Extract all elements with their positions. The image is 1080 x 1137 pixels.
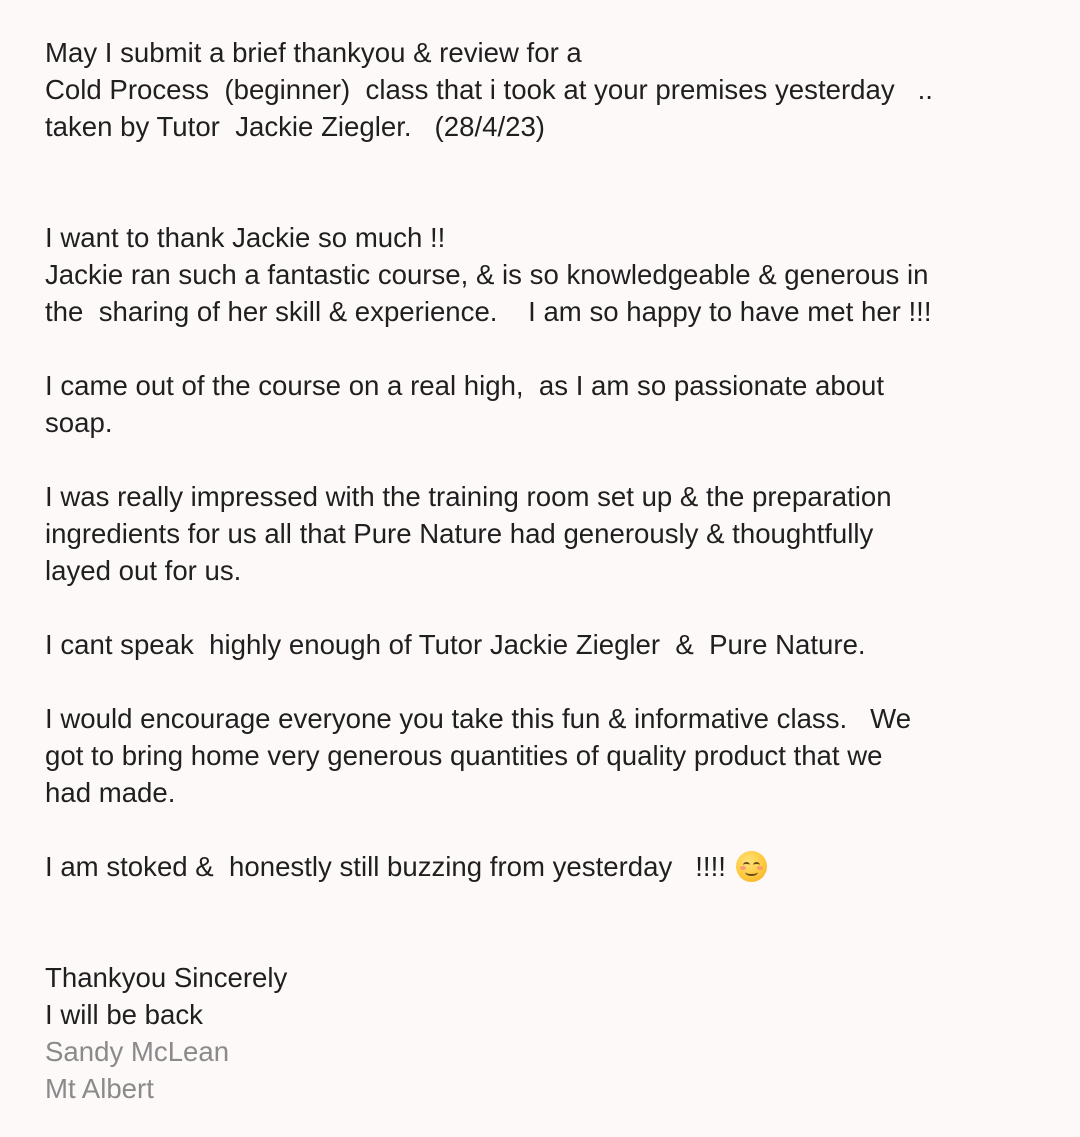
review-message bbox=[45, 34, 1045, 1107]
text-line: May I submit a brief thankyou & review for a bbox=[45, 37, 582, 68]
text-line: ingredients for us all that Pure Nature had generously & thoughtfully bbox=[45, 518, 874, 549]
text-line: I was really impressed with the training room set up & the preparation bbox=[45, 481, 892, 512]
praise-paragraph bbox=[45, 626, 1045, 663]
signature-name: Sandy McLean bbox=[45, 1036, 230, 1067]
spacer bbox=[45, 663, 1045, 700]
text-line: the sharing of her skill & experience. I am so happy to have met her !!! bbox=[45, 296, 932, 327]
signature-location: Mt Albert bbox=[45, 1073, 154, 1104]
text-line: Thankyou Sincerely bbox=[45, 962, 288, 993]
training-room-paragraph bbox=[45, 478, 1045, 589]
spacer bbox=[45, 885, 1045, 922]
closing-paragraph bbox=[45, 959, 1045, 1107]
spacer bbox=[45, 145, 1045, 182]
spacer bbox=[45, 441, 1045, 478]
spacer bbox=[45, 922, 1045, 959]
text-line: layed out for us. bbox=[45, 555, 242, 586]
text-line: soap. bbox=[45, 407, 113, 438]
text-line: I came out of the course on a real high, as I am so passionate about bbox=[45, 370, 885, 401]
stoked-text: I am stoked & honestly still buzzing from yesterday !!!! bbox=[45, 851, 726, 882]
smiling-face-emoji-icon bbox=[736, 851, 767, 882]
spacer bbox=[45, 589, 1045, 626]
text-line: I will be back bbox=[45, 999, 203, 1030]
text-line: got to bring home very generous quantities of quality product that we bbox=[45, 740, 883, 771]
intro-paragraph bbox=[45, 34, 1045, 145]
stoked-paragraph bbox=[45, 848, 1045, 885]
text-line: I would encourage everyone you take this fun & informative class. We bbox=[45, 703, 912, 734]
text-line: I want to thank Jackie so much !! bbox=[45, 222, 446, 253]
spacer bbox=[45, 330, 1045, 367]
spacer bbox=[45, 811, 1045, 848]
text-line: I cant speak highly enough of Tutor Jackie Ziegler & Pure Nature. bbox=[45, 629, 866, 660]
text-line: Jackie ran such a fantastic course, & is so knowledgeable & generous in bbox=[45, 259, 929, 290]
thanks-paragraph bbox=[45, 219, 1045, 330]
text-line: taken by Tutor Jackie Ziegler. (28/4/23) bbox=[45, 111, 546, 142]
encourage-paragraph bbox=[45, 700, 1045, 811]
text-line: Cold Process (beginner) class that i took at your premises yesterday .. bbox=[45, 74, 933, 105]
text-line: had made. bbox=[45, 777, 176, 808]
text-line bbox=[45, 848, 1045, 885]
course-high-paragraph bbox=[45, 367, 1045, 441]
spacer bbox=[45, 182, 1045, 219]
